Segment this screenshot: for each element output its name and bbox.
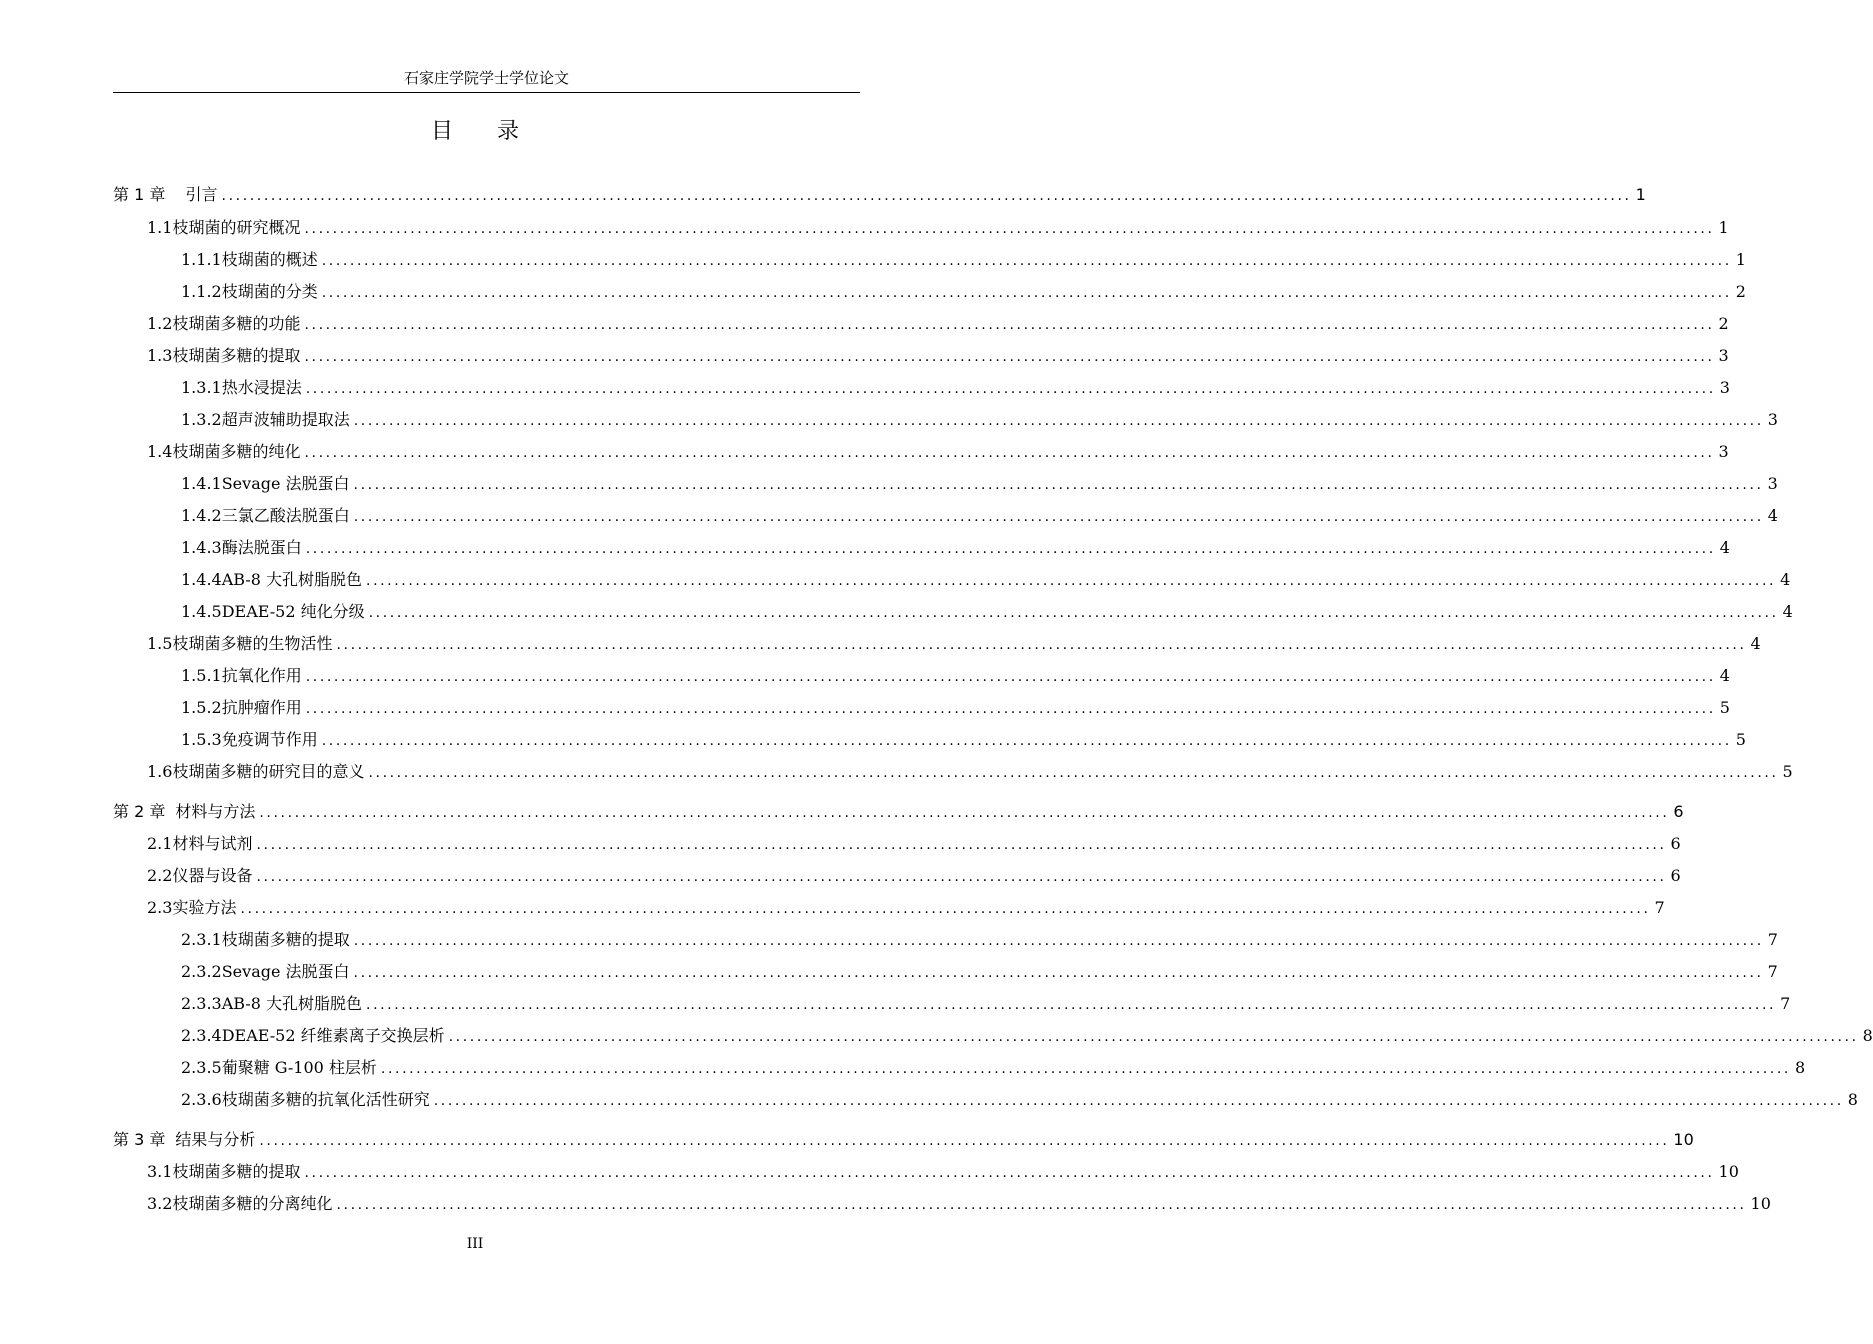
toc-dot-leader: ........................................................................................................................................................................................................ [366, 997, 1777, 1013]
toc-entry-number: 1.3 [147, 346, 173, 365]
toc-entry[interactable] [147, 864, 1681, 888]
toc-entry-title: AB-8 大孔树脂脱色 [221, 570, 363, 589]
toc-entry-title: 枝瑚菌多糖的提取 [221, 930, 350, 949]
toc-entry-number: 1.2 [147, 314, 173, 333]
toc-entry-title: Sevage 法脱蛋白 [221, 962, 350, 981]
toc-entry-title: DEAE-52 纯化分级 [221, 602, 365, 621]
toc-entry-page: 4 [1767, 506, 1778, 525]
toc-dot-leader: ........................................................................................................................................................................................................ [321, 733, 1732, 749]
toc-entry-number: 第 3 章 [113, 1130, 166, 1149]
toc-entry-page: 4 [1719, 538, 1730, 557]
toc-entry-page: 2 [1735, 282, 1746, 301]
toc-dot-leader: ........................................................................................................................................................................................................ [305, 541, 1716, 557]
toc-entry[interactable] [181, 376, 1730, 400]
toc-entry-title: 材料与方法 [175, 802, 256, 821]
toc-entry[interactable] [181, 600, 1793, 624]
toc-dot-leader: ........................................................................................................................................................................................................ [304, 221, 1715, 237]
toc-entry-title: 热水浸提法 [221, 378, 302, 397]
toc-entry-page: 4 [1750, 634, 1761, 653]
toc-entry-page: 4 [1782, 602, 1793, 621]
toc-entry-title: 枝瑚菌多糖的提取 [172, 1162, 301, 1181]
toc-entry-number: 2.3.1 [181, 930, 222, 949]
toc-entry-title: 酶法脱蛋白 [221, 538, 302, 557]
toc-entry-title: 抗肿瘤作用 [221, 698, 302, 717]
toc-dot-leader: ........................................................................................................................................................................................................ [380, 1061, 1791, 1077]
toc-entry-number: 2.1 [147, 834, 173, 853]
toc-entry[interactable] [181, 992, 1791, 1016]
toc-entry-number: 1.1.2 [181, 282, 222, 301]
toc-dot-leader: ........................................................................................................................................................................................................ [353, 965, 1764, 981]
toc-dot-leader: ........................................................................................................................................................................................................ [304, 445, 1715, 461]
toc-entry-number: 3.1 [147, 1162, 173, 1181]
toc-chapter-entry[interactable] [113, 800, 1684, 824]
toc-entry-page: 3 [1719, 378, 1730, 397]
toc-entry-number: 1.6 [147, 762, 173, 781]
toc-entry[interactable] [147, 440, 1729, 464]
running-header: 石家庄学院学士学位论文 [403, 69, 569, 87]
toc-entry-number: 第 2 章 [113, 802, 166, 821]
toc-entry-title: 枝瑚菌多糖的抗氧化活性研究 [221, 1090, 430, 1109]
toc-entry-title: 免疫调节作用 [221, 730, 318, 749]
toc-entry-page: 7 [1654, 898, 1665, 917]
toc-entry-number: 1.5.3 [181, 730, 222, 749]
toc-entry[interactable] [147, 216, 1729, 240]
toc-entry-number: 1.1.1 [181, 250, 222, 269]
toc-entry-title: Sevage 法脱蛋白 [221, 474, 350, 493]
toc-entry-page: 4 [1780, 570, 1791, 589]
toc-entry-number: 2.3.2 [181, 962, 222, 981]
toc-entry[interactable] [147, 1192, 1771, 1216]
toc-title-char-1: 目 [430, 119, 453, 144]
toc-dot-leader: ........................................................................................................................................................................................................ [256, 837, 1667, 853]
toc-entry-number: 1.5.1 [181, 666, 222, 685]
toc-entry-page: 8 [1847, 1090, 1858, 1109]
toc-entry-page: 7 [1767, 962, 1778, 981]
toc-entry[interactable] [147, 760, 1793, 784]
toc-dot-leader: ........................................................................................................................................................................................................ [336, 637, 1747, 653]
toc-entry-title: AB-8 大孔树脂脱色 [221, 994, 363, 1013]
toc-dot-leader: ........................................................................................................................................................................................................ [321, 285, 1732, 301]
toc-entry-title: 葡聚糖 G-100 柱层析 [221, 1058, 377, 1077]
toc-title [0, 117, 950, 147]
toc-chapter-entry[interactable] [113, 1128, 1694, 1152]
toc-entry-title: 枝瑚菌的研究概况 [172, 218, 301, 237]
toc-entry-number: 1.3.1 [181, 378, 222, 397]
toc-entry-page: 5 [1719, 698, 1730, 717]
toc-entry-page: 1 [1635, 185, 1646, 204]
toc-entry-title: 枝瑚菌多糖的提取 [172, 346, 301, 365]
toc-dot-leader: ........................................................................................................................................................................................................ [240, 901, 1651, 917]
toc-entry[interactable] [181, 280, 1746, 304]
toc-entry[interactable] [147, 344, 1729, 368]
toc-entry-page: 3 [1767, 474, 1778, 493]
toc-entry-title: 枝瑚菌的概述 [221, 250, 318, 269]
toc-entry-number: 第 1 章 [113, 185, 166, 204]
toc-entry[interactable] [147, 312, 1729, 336]
toc-entry-number: 2.3.3 [181, 994, 222, 1013]
toc-entry-page: 6 [1670, 866, 1681, 885]
toc-entry[interactable] [147, 632, 1761, 656]
toc-entry-title: 抗氧化作用 [221, 666, 302, 685]
toc-dot-leader: ........................................................................................................................................................................................................ [368, 605, 1779, 621]
toc-dot-leader: ........................................................................................................................................................................................................ [353, 933, 1764, 949]
toc-entry-number: 1.4 [147, 442, 173, 461]
toc-entry-page: 7 [1780, 994, 1791, 1013]
toc-entry-title: 枝瑚菌的分类 [221, 282, 318, 301]
toc-entry-title: 枝瑚菌多糖的功能 [172, 314, 301, 333]
toc-entry-number: 2.3 [147, 898, 173, 917]
toc-entry-page: 8 [1862, 1026, 1873, 1045]
toc-entry-page: 6 [1673, 802, 1684, 821]
toc-dot-leader: ........................................................................................................................................................................................................ [353, 477, 1764, 493]
toc-entry[interactable] [147, 1160, 1739, 1184]
toc-entry[interactable] [181, 568, 1791, 592]
toc-entry-page: 10 [1718, 1162, 1739, 1181]
toc-chapter-entry[interactable] [113, 183, 1646, 207]
toc-entry-number: 1.4.2 [181, 506, 222, 525]
toc-entry-title: 实验方法 [172, 898, 237, 917]
toc-entry-title: DEAE-52 纤维素离子交换层析 [221, 1026, 445, 1045]
toc-entry-page: 8 [1794, 1058, 1806, 1077]
toc-dot-leader: ........................................................................................................................................................................................................ [368, 765, 1779, 781]
toc-entry[interactable] [181, 1056, 1806, 1080]
toc-entry-number: 2.3.6 [181, 1090, 222, 1109]
toc-entry-title: 结果与分析 [175, 1130, 256, 1149]
toc-entry-number: 1.4.4 [181, 570, 222, 589]
toc-entry-page: 5 [1782, 762, 1793, 781]
toc-dot-leader: ........................................................................................................................................................................................................ [221, 188, 1632, 204]
toc-entry[interactable] [147, 832, 1681, 856]
toc-entry[interactable] [181, 664, 1730, 688]
toc-dot-leader: ........................................................................................................................................................................................................ [305, 669, 1716, 685]
toc-entry-page: 5 [1735, 730, 1746, 749]
toc-entry[interactable] [181, 728, 1746, 752]
toc-entry[interactable] [181, 248, 1746, 272]
toc-entry[interactable] [181, 928, 1778, 952]
toc-entry-title: 超声波辅助提取法 [221, 410, 350, 429]
toc-dot-leader: ........................................................................................................................................................................................................ [336, 1197, 1747, 1213]
toc-entry-number: 1.4.3 [181, 538, 222, 557]
toc-entry[interactable] [181, 408, 1778, 432]
toc-entry[interactable] [181, 1024, 1873, 1048]
toc-entry-page: 7 [1767, 930, 1778, 949]
toc-entry-page: 4 [1719, 666, 1730, 685]
toc-entry-title: 材料与试剂 [172, 834, 253, 853]
toc-entry[interactable] [181, 696, 1730, 720]
toc-dot-leader: ........................................................................................................................................................................................................ [448, 1029, 1859, 1045]
toc-entry-number: 1.5.2 [181, 698, 222, 717]
toc-entry[interactable] [147, 896, 1665, 920]
toc-entry[interactable] [181, 1088, 1858, 1112]
toc-dot-leader: ........................................................................................................................................................................................................ [304, 317, 1715, 333]
header-rule [113, 92, 860, 93]
toc-entry-page: 1 [1735, 250, 1746, 269]
toc-dot-leader: ........................................................................................................................................................................................................ [305, 701, 1716, 717]
toc-entry-title: 枝瑚菌多糖的生物活性 [172, 634, 333, 653]
toc-entry-page: 10 [1750, 1194, 1771, 1213]
toc-dot-leader: ........................................................................................................................................................................................................ [259, 805, 1670, 821]
toc-entry-title: 枝瑚菌多糖的纯化 [172, 442, 301, 461]
toc-title-char-2: 录 [497, 119, 520, 144]
toc-entry-page: 3 [1767, 410, 1778, 429]
toc-entry-number: 1.1 [147, 218, 173, 237]
toc-entry[interactable] [181, 536, 1730, 560]
toc-entry-page: 3 [1718, 442, 1729, 461]
toc-dot-leader: ........................................................................................................................................................................................................ [353, 509, 1764, 525]
toc-entry-title: 引言 [175, 185, 218, 204]
toc-entry-title: 三氯乙酸法脱蛋白 [221, 506, 350, 525]
toc-entry-page: 3 [1718, 346, 1729, 365]
toc-entry[interactable] [181, 472, 1778, 496]
toc-entry-title: 仪器与设备 [172, 866, 253, 885]
toc-entry-number: 2.3.5 [181, 1058, 222, 1077]
toc-entry-number: 1.4.1 [181, 474, 222, 493]
toc-dot-leader: ........................................................................................................................................................................................................ [433, 1093, 1844, 1109]
toc-entry-page: 1 [1718, 218, 1729, 237]
toc-dot-leader: ........................................................................................................................................................................................................ [259, 1133, 1670, 1149]
toc-entry-number: 1.3.2 [181, 410, 222, 429]
toc-dot-leader: ........................................................................................................................................................................................................ [305, 381, 1716, 397]
toc-entry-page: 10 [1673, 1130, 1694, 1149]
toc-entry-number: 2.3.4 [181, 1026, 222, 1045]
toc-dot-leader: ........................................................................................................................................................................................................ [321, 253, 1732, 269]
toc-entry-page: 2 [1718, 314, 1729, 333]
toc-dot-leader: ........................................................................................................................................................................................................ [256, 869, 1667, 885]
toc-entry[interactable] [181, 504, 1778, 528]
toc-dot-leader: ........................................................................................................................................................................................................ [366, 573, 1777, 589]
toc-entry-number: 3.2 [147, 1194, 173, 1213]
toc-entry-number: 1.4.5 [181, 602, 222, 621]
toc-dot-leader: ........................................................................................................................................................................................................ [304, 349, 1715, 365]
toc-dot-leader: ........................................................................................................................................................................................................ [353, 413, 1764, 429]
page-number: III [466, 1236, 484, 1252]
toc-entry[interactable] [181, 960, 1778, 984]
toc-entry-title: 枝瑚菌多糖的研究目的意义 [172, 762, 365, 781]
toc-entry-number: 1.5 [147, 634, 173, 653]
toc-entry-page: 6 [1670, 834, 1681, 853]
toc-dot-leader: ........................................................................................................................................................................................................ [304, 1165, 1715, 1181]
toc-entry-title: 枝瑚菌多糖的分离纯化 [172, 1194, 333, 1213]
toc-entry-number: 2.2 [147, 866, 173, 885]
